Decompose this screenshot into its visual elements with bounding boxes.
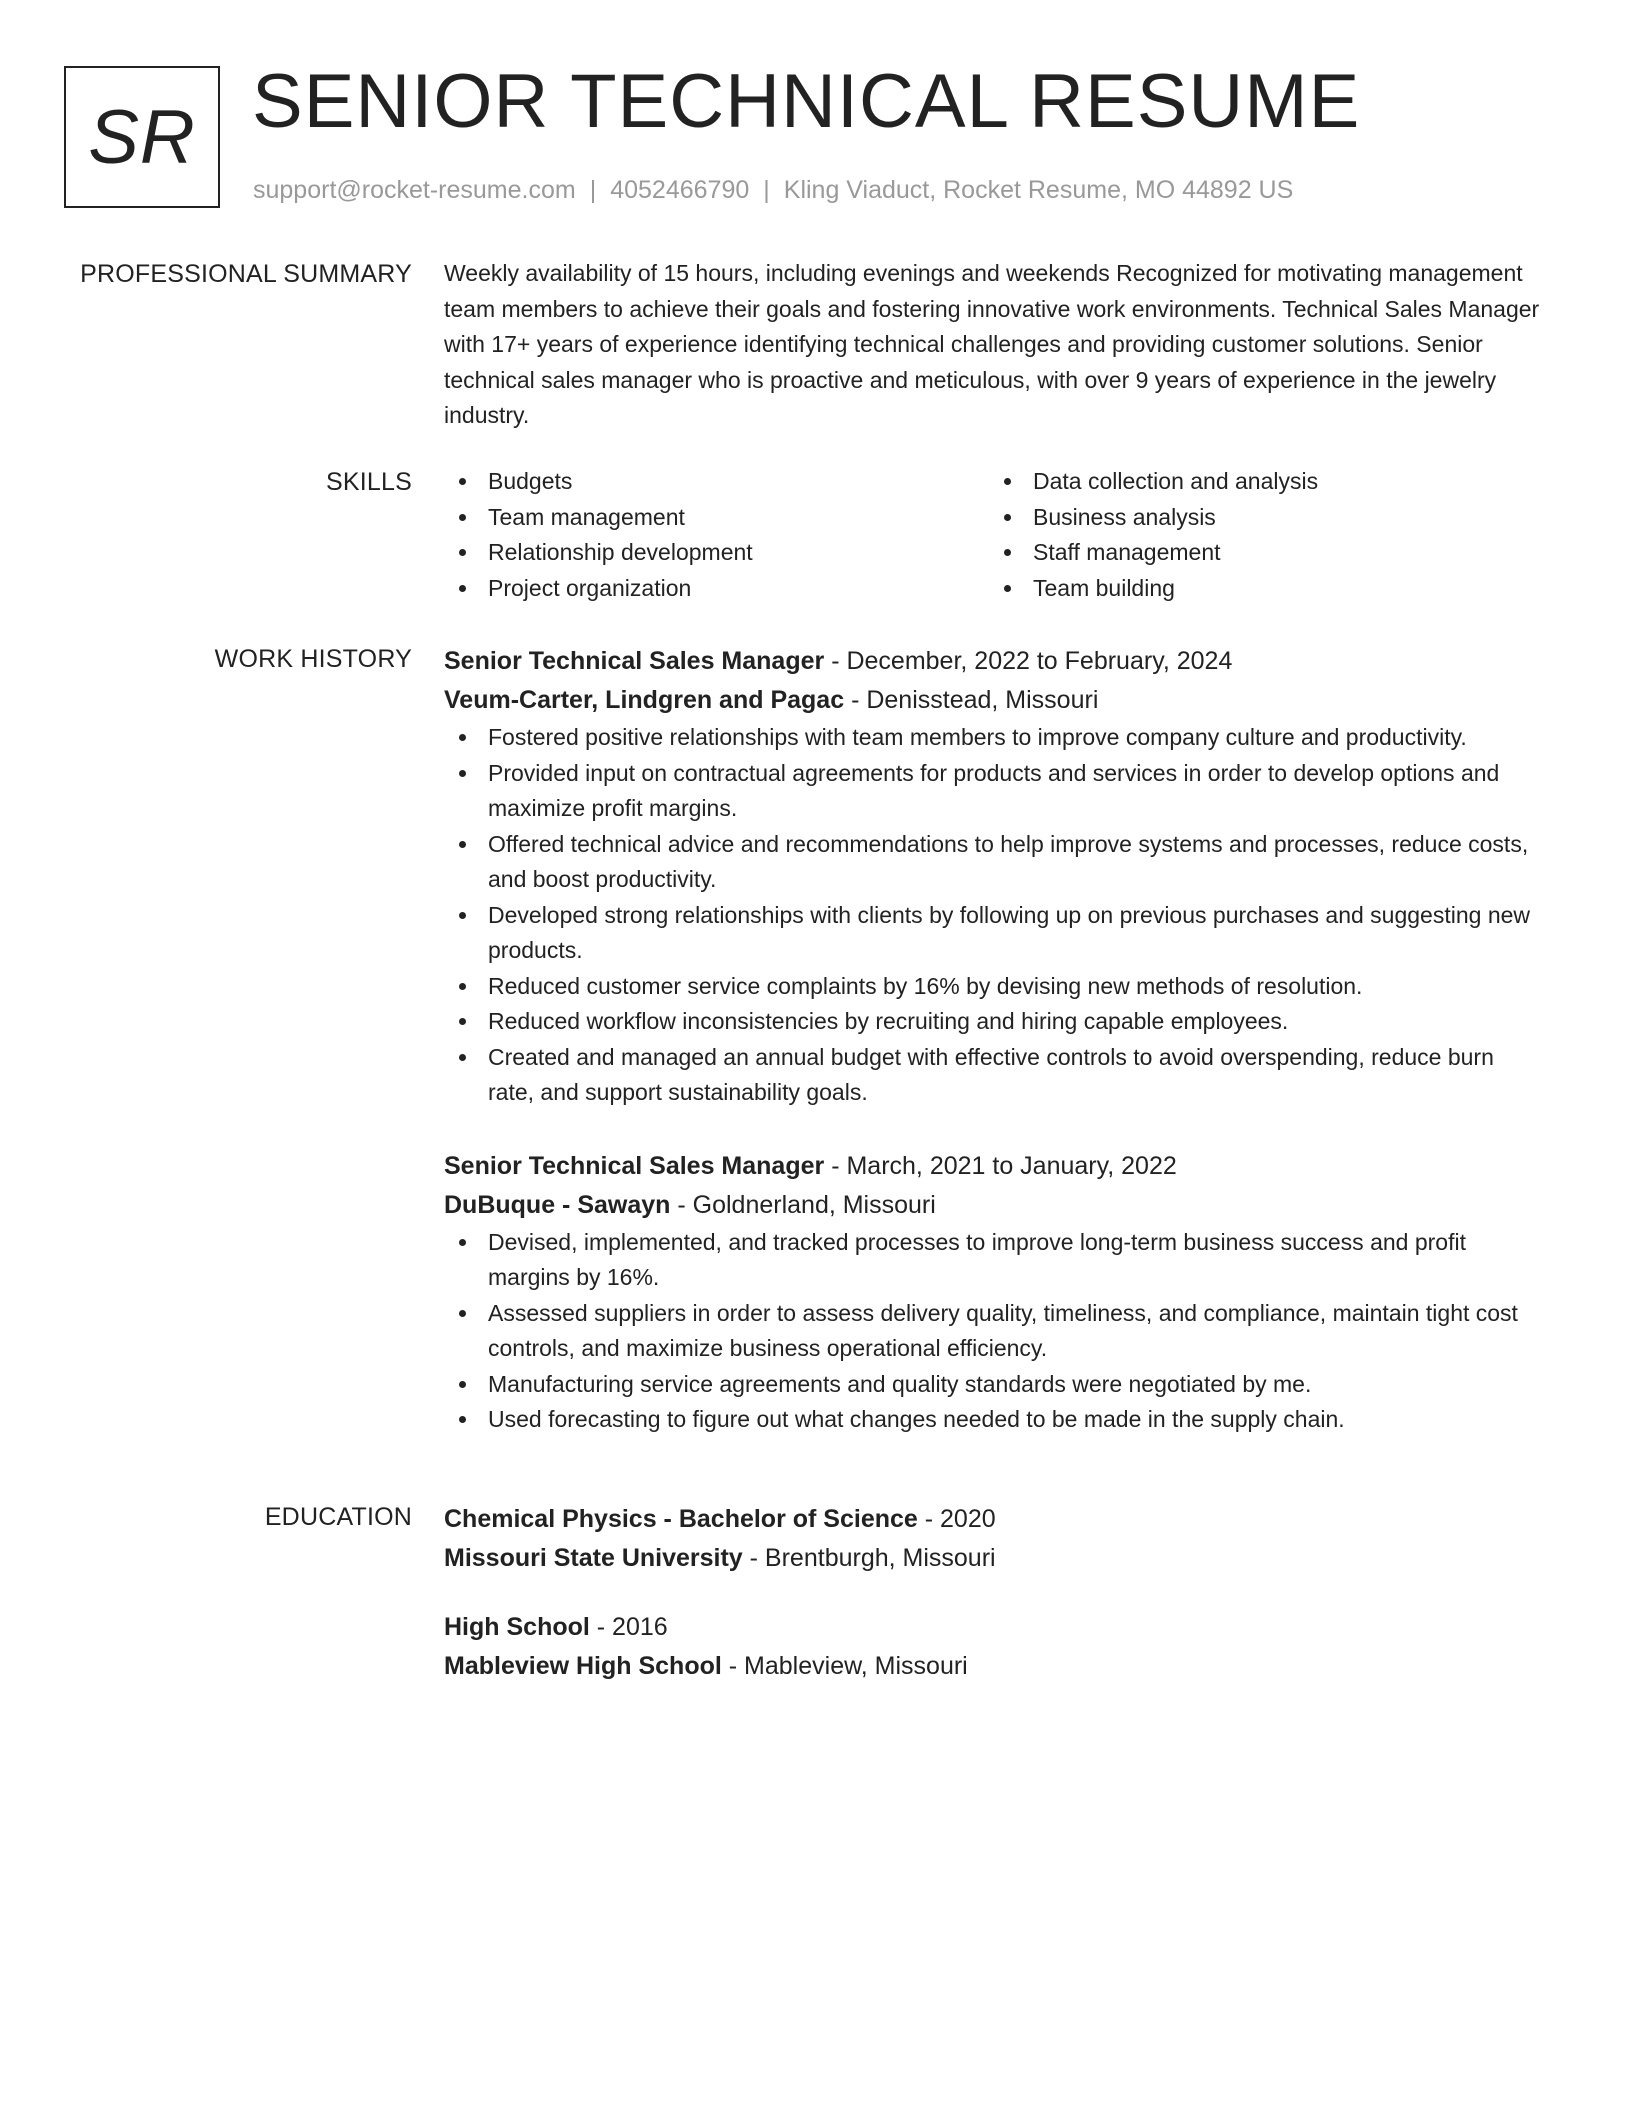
- job-bullet: Reduced customer service complaints by 16% by devising new methods of resolution.: [444, 969, 1544, 1005]
- education-school-line: [444, 1647, 1544, 1686]
- contact-phone: 4052466790: [610, 176, 750, 204]
- summary-body: [444, 256, 1544, 434]
- job-bullet: Offered technical advice and recommendations to help improve systems and processes, reduce costs, and boost productivity.: [444, 827, 1544, 898]
- job-bullet: Reduced workflow inconsistencies by recruiting and hiring capable employees.: [444, 1004, 1544, 1040]
- job-bullet: Used forecasting to figure out what changes needed to be made in the supply chain.: [444, 1402, 1544, 1438]
- education-year: - 2020: [917, 1505, 996, 1533]
- education-location: - Brentburgh, Missouri: [742, 1544, 996, 1572]
- job-dates: - March, 2021 to January, 2022: [824, 1151, 1177, 1180]
- monogram-initials: SR: [88, 94, 196, 180]
- job-bullet: Manufacturing service agreements and quality standards were negotiated by me.: [444, 1367, 1544, 1403]
- job-company-line: [444, 1186, 1544, 1225]
- job-location: - Goldnerland, Missouri: [670, 1190, 936, 1219]
- contact-separator: |: [589, 176, 597, 204]
- job-title: Senior Technical Sales Manager: [444, 1151, 825, 1180]
- education-school: Missouri State University: [444, 1544, 743, 1572]
- job-entry: [444, 642, 1544, 1111]
- job-bullet: Devised, implemented, and tracked processes to improve long-term business success and profit margins by 16%.: [444, 1225, 1544, 1296]
- job-company: Veum-Carter, Lindgren and Pagac: [444, 686, 845, 714]
- job-entry: [444, 1147, 1544, 1438]
- job-dates: - December, 2022 to February, 2024: [824, 647, 1233, 675]
- skill-item: Budgets: [444, 464, 989, 500]
- education-degree-line: [444, 1500, 1544, 1539]
- job-bullets: [444, 720, 1544, 1111]
- education-degree: Chemical Physics - Bachelor of Science: [444, 1505, 918, 1533]
- education-school: Mableview High School: [444, 1652, 722, 1680]
- job-bullet: Created and managed an annual budget with effective controls to avoid overspending, reduce burn rate, and support sustainability goals.: [444, 1040, 1544, 1111]
- job-bullets: [444, 1225, 1544, 1438]
- education-degree-line: [444, 1608, 1544, 1647]
- education-entry: [444, 1608, 1544, 1686]
- job-bullet: Developed strong relationships with clients by following up on previous purchases and suggesting new products.: [444, 898, 1544, 969]
- skill-item: Data collection and analysis: [989, 464, 1534, 500]
- education-degree: High School: [444, 1613, 590, 1641]
- skills-heading: SKILLS: [326, 468, 412, 496]
- education-entry: [444, 1500, 1544, 1578]
- contact-address: Kling Viaduct, Rocket Resume, MO 44892 US: [783, 176, 1294, 204]
- job-company: DuBuque - Sawayn: [444, 1190, 671, 1219]
- summary-text: Weekly availability of 15 hours, including evenings and weekends Recognized for motivating management team members to achieve their goals and fostering innovative work environments. Technical Sales Manager with 17+ years of experience identifying technical challenges and providing customer solutions. Senior technical sales manager who is proactive and meticulous, with over 9 years of experience in the jewelry industry.: [444, 260, 1540, 428]
- skills-list-right: [989, 464, 1534, 606]
- job-bullet: Fostered positive relationships with team members to improve company culture and productivity.: [444, 720, 1544, 756]
- education-year: - 2016: [589, 1613, 668, 1641]
- skill-item: Business analysis: [989, 500, 1534, 536]
- work-heading: WORK HISTORY: [214, 645, 412, 673]
- education-school-line: [444, 1539, 1544, 1578]
- skill-item: Staff management: [989, 535, 1534, 571]
- job-bullet: Provided input on contractual agreements for products and services in order to develop options and maximize profit margins.: [444, 756, 1544, 827]
- skills-list-left: [444, 464, 989, 606]
- contact-line: [253, 174, 1293, 206]
- skill-item: Project organization: [444, 571, 989, 607]
- education-heading: EDUCATION: [264, 1503, 412, 1531]
- monogram-box: [64, 66, 220, 208]
- summary-heading: PROFESSIONAL SUMMARY: [80, 260, 412, 288]
- skill-item: Team building: [989, 571, 1534, 607]
- education-body: [444, 1500, 1544, 1686]
- education-location: - Mableview, Missouri: [721, 1652, 968, 1680]
- job-location: - Denisstead, Missouri: [844, 686, 1099, 714]
- skills-body: [444, 464, 1544, 606]
- work-body: [444, 642, 1544, 1438]
- job-title-line: [444, 642, 1544, 681]
- skill-item: Team management: [444, 500, 989, 536]
- contact-email: support@rocket-resume.com: [253, 176, 576, 204]
- job-bullet: Assessed suppliers in order to assess delivery quality, timeliness, and compliance, maintain tight cost controls, and maximize business operational efficiency.: [444, 1296, 1544, 1367]
- job-title-line: [444, 1147, 1544, 1186]
- job-company-line: [444, 681, 1544, 720]
- resume-title: SENIOR TECHNICAL RESUME: [252, 59, 1361, 144]
- skill-item: Relationship development: [444, 535, 989, 571]
- job-title: Senior Technical Sales Manager: [444, 647, 825, 675]
- contact-separator: |: [763, 176, 770, 204]
